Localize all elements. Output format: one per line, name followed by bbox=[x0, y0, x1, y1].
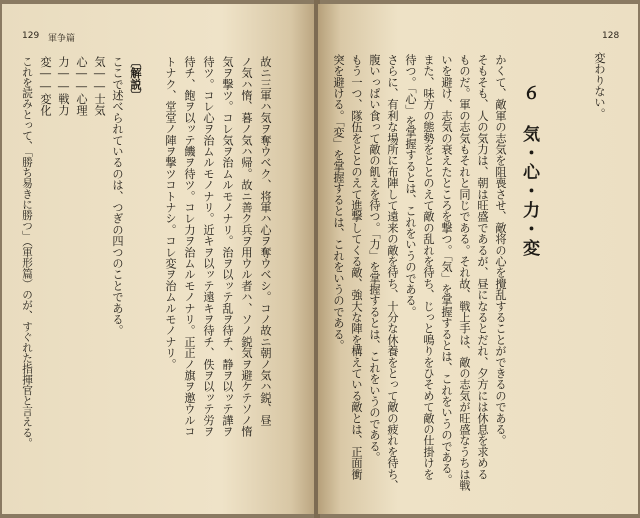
body-line-1: かくて、敵軍の志気を阻喪させ、敵将の心を攪乱することができるのである。 bbox=[494, 54, 507, 446]
body-line-3: ものだ。軍の志気もそれと同じである。それ故、戦上手は、敵の志気が旺盛なうちは戦 bbox=[458, 54, 471, 491]
commentary-line-1: ここで述べられているのは、つぎの四つのことである。 bbox=[111, 56, 124, 336]
page-number-left: 129 bbox=[22, 31, 40, 41]
commentary-line-4: 力――戦力 bbox=[57, 56, 70, 116]
commentary-line-5: 変――変化 bbox=[39, 56, 52, 116]
commentary-line-6: これを読みとって、「勝ち易きに勝つ」（軍形篇）のが、すぐれた指揮官と言える。 bbox=[21, 56, 33, 449]
commentary-line-2: 気――士気 bbox=[93, 56, 106, 116]
left-page bbox=[2, 4, 316, 514]
classical-line-5: 待チ、飽ヲ以ッテ饑ヲ待ツ。コレ力ヲ治ムルモノナリ。正正ノ旗ヲ邀ウルコ bbox=[183, 56, 196, 437]
body-line-8: 腹いっぱい食って敵の飢えを待つ。「力」を掌握するとは、これをいうのである。 bbox=[368, 54, 381, 463]
classical-line-3: 気ヲ撃ツ。コレ気ヲ治ムルモノナリ。治ヲ以ッテ乱ヲ待チ、静ヲ以ッテ譁ヲ bbox=[221, 56, 234, 437]
body-line-9: もう一つ、隊伍をととのえて進撃してくる敵、強大な陣を構えている敵とは、正面衝 bbox=[350, 54, 363, 480]
running-head: 軍争篇 bbox=[48, 34, 76, 44]
body-line-5: また、味方の態勢をととのえて敵の乱れを待ち、じっと鳴りをひそめて敵の仕掛けを bbox=[422, 54, 435, 480]
classical-line-4: 待ツ。コレ心ヲ治ムルモノナリ。近キヲ以ッテ遠キヲ待チ、佚ヲ以ッテ労ヲ bbox=[202, 56, 215, 437]
page-number-right: 128 bbox=[602, 31, 620, 41]
classical-line-1: 故ニ三軍ハ気ヲ奪ウベク、将軍ハ心ヲ奪ウベシ。コノ故ニ朝ノ気ハ鋭、昼 bbox=[259, 56, 272, 426]
classical-line-2: ノ気ハ惰、暮ノ気ハ帰。故ニ善ク兵ヲ用ウル者ハ、ソノ鋭気ヲ避ケテソノ惰 bbox=[240, 56, 253, 437]
body-line-2: そもそも、人の気力は、朝は旺盛であるが、昼になるとだれ、夕方には休息を求める bbox=[476, 54, 489, 480]
commentary-label: 〔解説〕 bbox=[129, 56, 143, 101]
section-heading: ６ 気・心・力・変 bbox=[519, 84, 539, 258]
commentary-line-3: 心――心理 bbox=[75, 56, 88, 116]
classical-line-6: トナク、堂堂ノ陣ヲ撃ツコトナシ。コレ変ヲ治ムルモノナリ。 bbox=[164, 56, 177, 370]
body-line-4: いを避け、志気の衰えたところを撃つ。「気」を掌握するとは、これをいうのである。 bbox=[440, 54, 453, 486]
body-line-7: さらに、有利な場所に布陣して遠来の敵を待ち、十分な休養をとって敵の疲れを待ち、 bbox=[386, 54, 399, 491]
right-page bbox=[318, 4, 638, 514]
body-line-10: 突を避ける。「変」を掌握するとは、これをいうのである。 bbox=[332, 54, 345, 351]
top-line: 変わりない。 bbox=[593, 52, 606, 120]
body-line-6: 待つ。「心」を掌握するとは、これをいうのである。 bbox=[404, 54, 417, 318]
